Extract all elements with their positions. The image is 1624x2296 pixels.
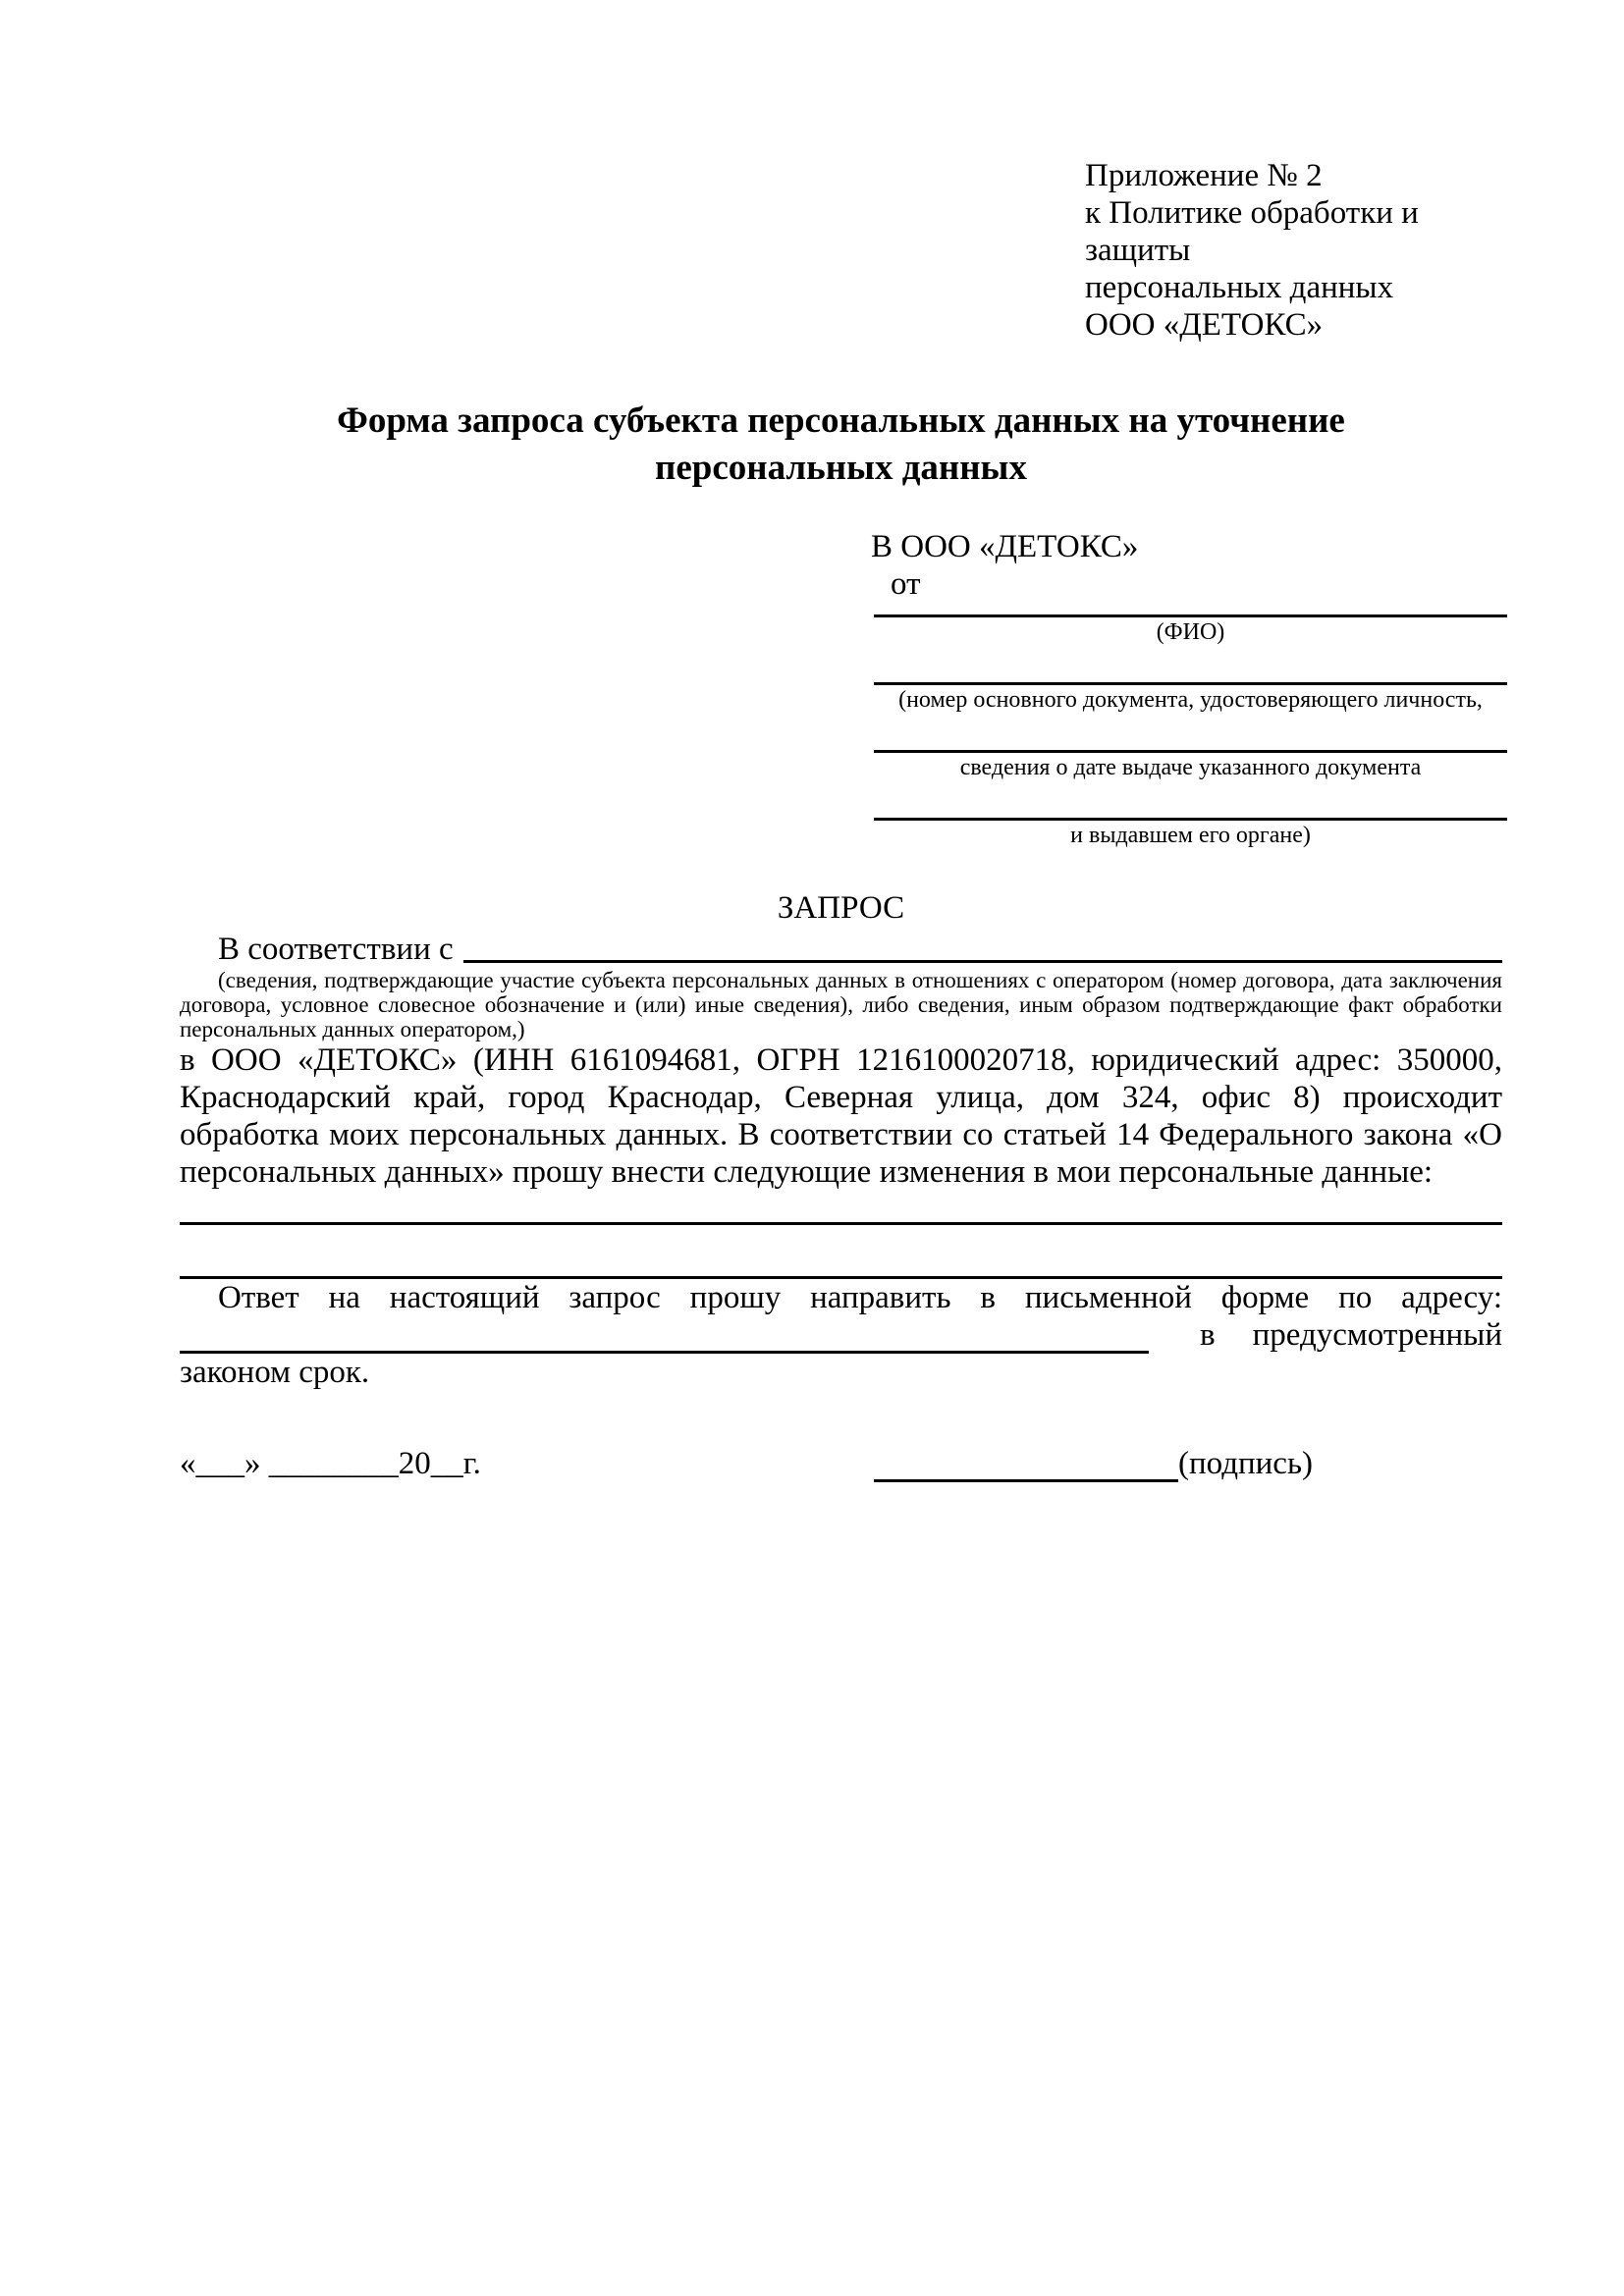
date-line: «___» ________20__г. <box>180 1446 481 1481</box>
signature-caption: (подпись) <box>1178 1446 1313 1481</box>
appendix-line: Приложение № 2 <box>1085 158 1323 193</box>
addressee-from-label: от <box>891 566 921 602</box>
date-signature-row <box>180 1445 1502 1482</box>
fio-blank-line <box>874 603 1507 617</box>
appendix-line: к Политике обработки и защиты <box>1085 195 1419 268</box>
page-title-line2: персональных данных <box>655 448 1027 488</box>
answer-paragraph-end: законом срок. <box>180 1355 370 1390</box>
page-title-line1: Форма запроса субъекта персональных данных на уточнение <box>337 400 1345 441</box>
answer-paragraph-line1: Ответ на настоящий запрос прошу направить в письменной форме по адресу: <box>218 1280 1502 1315</box>
changes-blank-line-2 <box>180 1225 1502 1279</box>
answer-word-v: в <box>1200 1317 1216 1353</box>
intro-note: (сведения, подтверждающие участие субъекта персональных данных в отношениях с оператором (номер договора, дата заключения договора, условное словесное обозначение и (или) иные сведения), либо сведения, иным образом подтверждающие факт обработки персональных данных оператором,) <box>180 968 1502 1041</box>
document-number-caption: (номер основного документа, удостоверяющего личность, <box>898 687 1483 713</box>
address-blank-line <box>180 1321 1149 1354</box>
answer-word-predusmotrenny: предусмотренный <box>1252 1317 1502 1353</box>
appendix-header <box>1085 157 1502 344</box>
field-fio <box>874 603 1507 647</box>
field-document-number <box>874 647 1507 715</box>
changes-blank-line-1 <box>180 1191 1502 1225</box>
document-issue-date-blank-line <box>874 715 1507 753</box>
field-issuing-authority <box>874 782 1507 850</box>
field-document-issue-date <box>874 715 1507 782</box>
appendix-line: ООО «ДЕТОКС» <box>1085 307 1324 343</box>
intro-prefix: В соответствии с <box>218 932 454 967</box>
addressee-organization: В ООО «ДЕТОКС» <box>871 529 1139 564</box>
document-number-blank-line <box>874 647 1507 685</box>
document-issue-date-caption: сведения о дате выдаче указанного документа <box>959 755 1422 780</box>
issuing-authority-blank-line <box>874 782 1507 821</box>
request-body: в ООО «ДЕТОКС» (ИНН 6161094681, ОГРН 1216100020718, юридический адрес: 350000, Краснодарский край, город Краснодар, Северная улица, дом 324, офис 8) происходит обработка моих персональных данных. В соответствии со статьей 14 Федерального закона «О персональных данных» прошу внести следующие изменения в мои персональные данные: <box>180 1042 1502 1190</box>
answer-address-row <box>180 1316 1502 1354</box>
fio-caption: (ФИО) <box>1156 619 1225 645</box>
signature-blank-line <box>874 1450 1178 1482</box>
intro-row <box>180 931 1502 968</box>
signature-group <box>874 1445 1313 1482</box>
intro-blank-line <box>463 960 1502 963</box>
issuing-authority-caption: и выдавшем его органе) <box>1070 823 1311 848</box>
request-heading: ЗАПРОС <box>777 890 905 926</box>
page-title <box>180 398 1502 492</box>
appendix-line: персональных данных <box>1085 270 1394 305</box>
